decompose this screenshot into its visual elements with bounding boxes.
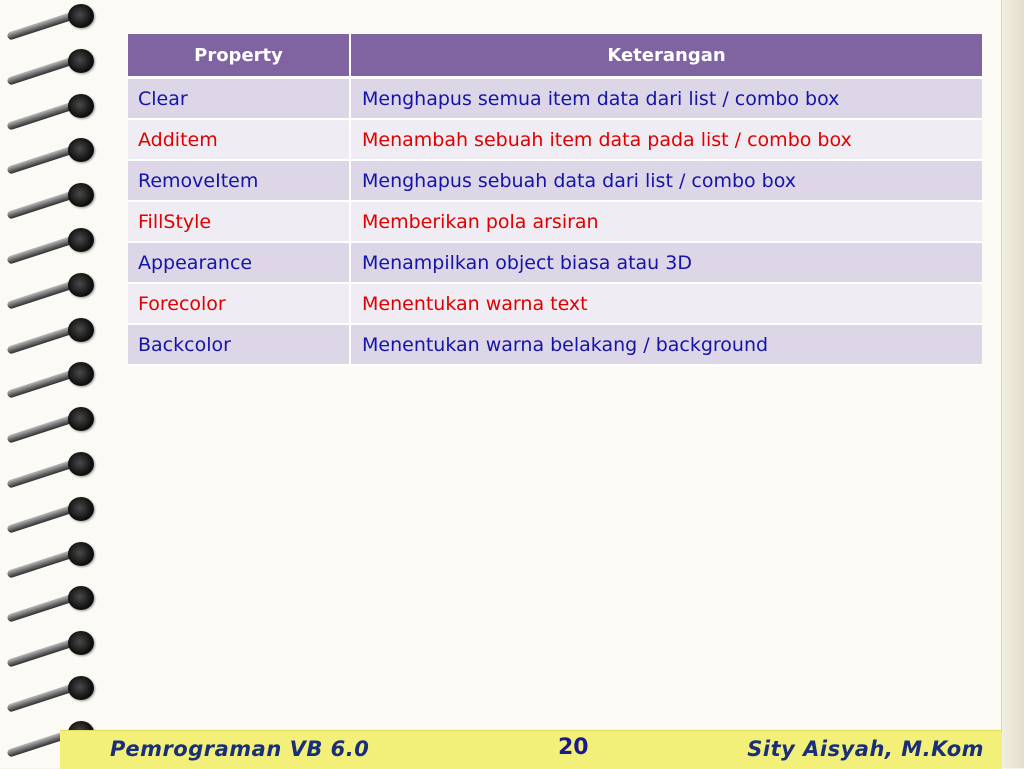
binding-hole (68, 542, 94, 566)
binding-hole (68, 407, 94, 431)
spiral-ring (4, 47, 104, 87)
spiral-ring (4, 2, 104, 42)
cell-property: Backcolor (128, 324, 350, 365)
binding-hole (68, 452, 94, 476)
header-keterangan: Keterangan (350, 34, 982, 78)
cell-keterangan: Menampilkan object biasa atau 3D (350, 242, 982, 283)
table-row (128, 119, 982, 160)
spiral-ring (4, 226, 104, 266)
binding-hole (68, 228, 94, 252)
table-header-row (128, 34, 982, 78)
binding-hole (68, 318, 94, 342)
spiral-ring (4, 450, 104, 490)
spiral-ring (4, 316, 104, 356)
cell-property: Additem (128, 119, 350, 160)
spiral-ring (4, 181, 104, 221)
cell-keterangan: Menentukan warna belakang / background (350, 324, 982, 365)
binding-hole (68, 362, 94, 386)
spiral-ring (4, 495, 104, 535)
binding-hole (68, 497, 94, 521)
binding-hole (68, 49, 94, 73)
binding-hole (68, 94, 94, 118)
spiral-ring (4, 674, 104, 714)
cell-property: RemoveItem (128, 160, 350, 201)
cell-keterangan: Menghapus sebuah data dari list / combo box (350, 160, 982, 201)
spiral-ring (4, 405, 104, 445)
cell-property: Appearance (128, 242, 350, 283)
spiral-ring (4, 584, 104, 624)
binding-hole (68, 631, 94, 655)
spiral-ring (4, 540, 104, 580)
cell-property: Clear (128, 78, 350, 120)
page-number: 20 (558, 735, 589, 760)
cell-property: Forecolor (128, 283, 350, 324)
spiral-binding (0, 0, 110, 768)
footer-bar (60, 730, 1002, 769)
footer-course-title: Pemrograman VB 6.0 (110, 737, 370, 761)
binding-hole (68, 138, 94, 162)
cell-property: FillStyle (128, 201, 350, 242)
binding-hole (68, 4, 94, 28)
table-row (128, 201, 982, 242)
table-row (128, 324, 982, 365)
table-row (128, 242, 982, 283)
binding-hole (68, 273, 94, 297)
spiral-ring (4, 136, 104, 176)
spiral-ring (4, 92, 104, 132)
cell-keterangan: Menentukan warna text (350, 283, 982, 324)
page-edge (1001, 0, 1024, 768)
binding-hole (68, 676, 94, 700)
property-table-container (128, 34, 982, 366)
property-table (128, 34, 982, 366)
footer-author: Sity Aisyah, M.Kom (747, 737, 984, 761)
binding-hole (68, 586, 94, 610)
spiral-ring (4, 271, 104, 311)
table-row (128, 160, 982, 201)
table-row (128, 283, 982, 324)
cell-keterangan: Menghapus semua item data dari list / combo box (350, 78, 982, 120)
table-row (128, 78, 982, 120)
cell-keterangan: Memberikan pola arsiran (350, 201, 982, 242)
spiral-ring (4, 629, 104, 669)
binding-hole (68, 183, 94, 207)
header-property: Property (128, 34, 350, 78)
spiral-ring (4, 360, 104, 400)
cell-keterangan: Menambah sebuah item data pada list / combo box (350, 119, 982, 160)
